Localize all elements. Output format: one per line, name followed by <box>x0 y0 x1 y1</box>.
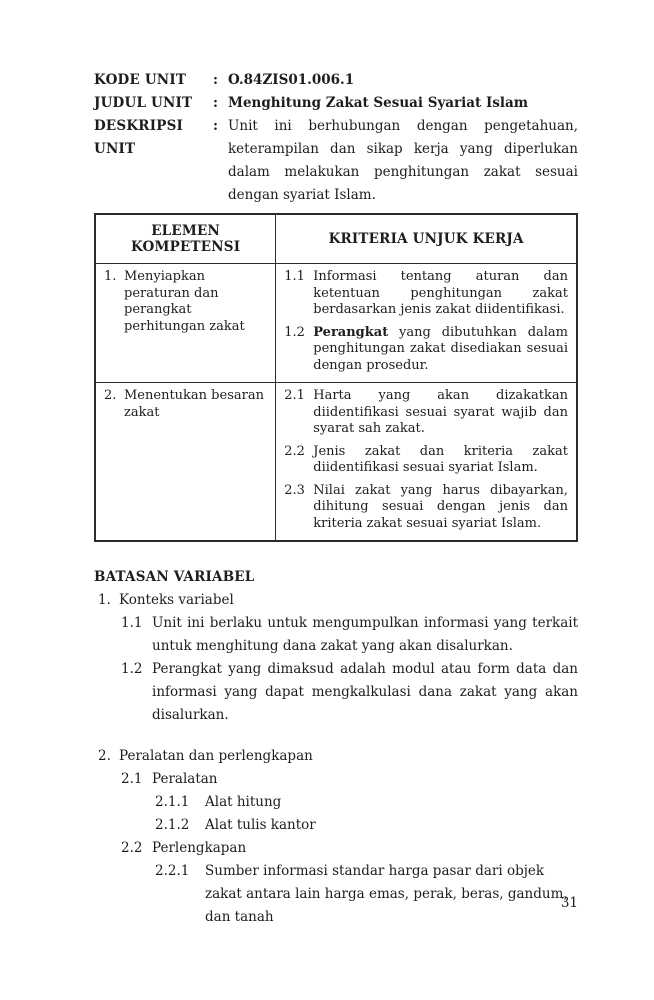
criterion-item <box>284 269 568 319</box>
colon-separator: : <box>213 118 218 134</box>
unit-title-value: Menghitung Zakat Sesuai Syariat Islam <box>228 95 529 111</box>
criterion-item <box>284 325 568 375</box>
list-number: 2.2 <box>121 840 143 856</box>
colon-separator: : <box>213 95 218 111</box>
list-label: Konteks variabel <box>119 592 234 608</box>
list-number: 2. <box>98 748 111 764</box>
criterion-number: 1.2 <box>284 324 305 340</box>
unit-title-row <box>94 92 578 115</box>
criterion-number: 1.1 <box>284 269 305 284</box>
unit-title-label: JUDUL UNIT <box>94 95 193 111</box>
element-cell-2 <box>95 383 276 542</box>
list-item-peralatan-perlengkapan <box>98 745 578 768</box>
criterion-text <box>313 483 568 533</box>
list-text: Perangkat yang dimaksud adalah modul atau form data dan informasi yang dapat mengkalkulasi dana zakat yang akan disalurkan. <box>152 661 578 723</box>
list-item <box>121 612 578 658</box>
element-number: 1. <box>104 269 117 284</box>
list-number: 2.1.1 <box>155 794 190 810</box>
criterion-number: 2.2 <box>284 443 305 459</box>
criterion-body: yang dibutuhkan dalam penghitungan zakat disediakan sesuai dengan prosedur. <box>313 324 568 373</box>
unit-header-block <box>94 69 578 207</box>
list-item <box>155 814 578 837</box>
criterion-text <box>313 325 568 375</box>
column-header-kriteria-unjuk-kerja: KRITERIA UNJUK KERJA <box>276 214 577 264</box>
list-text: Unit ini berlaku untuk mengumpulkan informasi yang terkait untuk menghitung dana zakat yang akan disalurkan. <box>152 615 578 654</box>
list-item <box>121 837 578 860</box>
element-text: Menentukan besaran zakat <box>124 388 264 420</box>
list-label: Peralatan dan perlengkapan <box>119 748 313 764</box>
criterion-body: Jenis zakat dan kriteria zakat diidentifikasi sesuai syariat Islam. <box>313 443 568 475</box>
criterion-number: 2.3 <box>284 482 305 498</box>
criterion-text <box>313 444 568 477</box>
list-number: 1.1 <box>121 615 143 631</box>
list-number: 2.2.1 <box>155 863 190 879</box>
criterion-item <box>284 483 568 533</box>
list-item <box>121 658 578 727</box>
unit-description-label: DESKRIPSI UNIT <box>94 118 184 157</box>
criteria-cell-1 <box>276 264 577 383</box>
criterion-body: Informasi tentang aturan dan ketentuan penghitungan zakat berdasarkan jenis zakat diidentifikasi. <box>313 269 568 317</box>
unit-description-value: Unit ini berhubungan dengan pengetahuan, keterampilan dan sikap kerja yang diperlukan dalam melakukan penghitungan zakat sesuai dengan syariat Islam. <box>228 118 578 203</box>
list-label: Peralatan <box>152 771 218 787</box>
criterion-bold-term: Perangkat <box>313 324 389 340</box>
unit-code-row <box>94 69 578 92</box>
criteria-cell-2 <box>276 383 577 542</box>
list-item <box>155 860 578 929</box>
element-number: 2. <box>104 388 117 403</box>
criterion-item <box>284 444 568 477</box>
colon-separator: : <box>213 72 218 88</box>
list-text: Alat tulis kantor <box>205 817 316 833</box>
list-number: 2.1 <box>121 771 143 787</box>
criterion-number: 2.1 <box>284 388 305 403</box>
list-number: 1. <box>98 592 111 608</box>
list-number: 1.2 <box>121 661 143 677</box>
criterion-body: Harta yang akan dizakatkan diidentifikasi sesuai syarat wajib dan syarat sah zakat. <box>313 388 568 436</box>
list-text: Alat hitung <box>205 794 282 810</box>
column-header-elemen-kompetensi: ELEMEN KOMPETENSI <box>95 214 276 264</box>
element-cell-1 <box>95 264 276 383</box>
unit-code-value: O.84ZIS01.006.1 <box>228 72 355 88</box>
batasan-variabel-section <box>94 566 578 929</box>
criterion-body: Nilai zakat yang harus dibayarkan, dihitung sesuai dengan jenis dan kriteria zakat sesuai syariat Islam. <box>313 482 568 531</box>
list-label: Perlengkapan <box>152 840 247 856</box>
list-text: Sumber informasi standar harga pasar dari objek zakat antara lain harga emas, perak, beras, gandum, dan tanah <box>205 863 568 925</box>
table-header-row <box>95 214 577 264</box>
criterion-text <box>313 388 568 438</box>
table-row <box>95 383 577 542</box>
list-number: 2.1.2 <box>155 817 190 833</box>
element-item <box>104 388 267 421</box>
competency-table <box>94 213 578 542</box>
list-item <box>121 768 578 791</box>
list-item <box>155 791 578 814</box>
element-text: Menyiapkan peraturan dan perangkat perhitungan zakat <box>124 269 245 334</box>
page-number: 31 <box>560 895 578 911</box>
criterion-item <box>284 388 568 438</box>
element-item <box>104 269 267 335</box>
criterion-text <box>313 269 568 319</box>
table-row <box>95 264 577 383</box>
unit-description-row <box>94 115 578 207</box>
section-heading: BATASAN VARIABEL <box>94 569 255 585</box>
unit-code-label: KODE UNIT <box>94 72 187 88</box>
list-item-konteks-variabel <box>98 589 578 612</box>
